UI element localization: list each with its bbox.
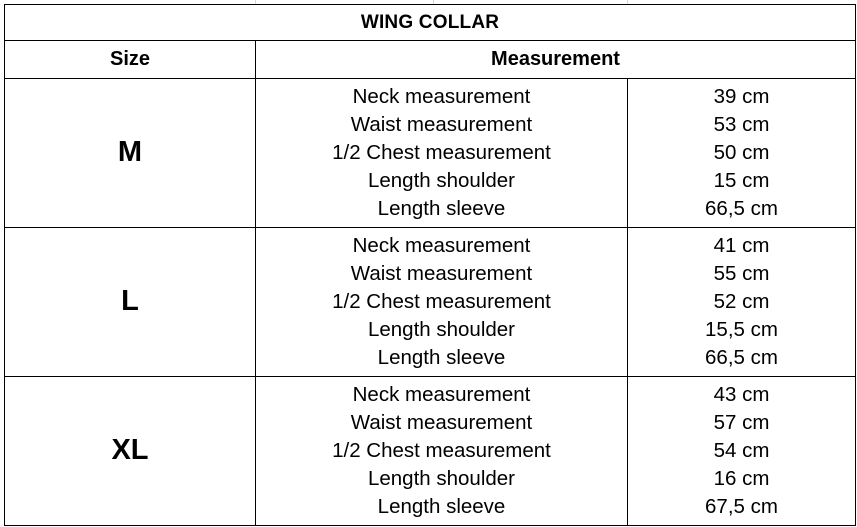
measurement-labels-cell xyxy=(256,227,628,376)
measurement-value: 15 cm xyxy=(713,168,770,192)
measurement-value: 15,5 cm xyxy=(705,317,778,341)
measurement-label: Neck measurement xyxy=(352,84,531,108)
header-row xyxy=(5,41,856,79)
measurement-label: 1/2 Chest measurement xyxy=(332,140,551,164)
measurement-value: 53 cm xyxy=(713,112,770,136)
measurement-label: Neck measurement xyxy=(352,382,531,406)
size-chart-table xyxy=(4,4,856,526)
measurement-value: 67,5 cm xyxy=(705,494,778,518)
measurement-label: Length sleeve xyxy=(377,494,506,518)
measurement-value: 66,5 cm xyxy=(705,345,778,369)
measurement-labels-cell xyxy=(256,376,628,525)
title-row xyxy=(5,5,856,41)
measurement-value: 50 cm xyxy=(713,140,770,164)
measurement-label: Length shoulder xyxy=(367,168,516,192)
measurement-label: Length shoulder xyxy=(367,466,516,490)
table-title: WING COLLAR xyxy=(5,5,856,41)
measurement-label: 1/2 Chest measurement xyxy=(332,289,551,313)
size-label: XL xyxy=(5,376,256,525)
measurement-value: 55 cm xyxy=(713,261,770,285)
measurement-value: 66,5 cm xyxy=(705,196,778,220)
measurement-value: 16 cm xyxy=(713,466,770,490)
size-row-xl xyxy=(5,376,856,525)
measurement-value: 57 cm xyxy=(713,410,770,434)
measurement-label: Length sleeve xyxy=(377,345,506,369)
measurement-label: 1/2 Chest measurement xyxy=(332,438,551,462)
measurement-value: 39 cm xyxy=(713,84,770,108)
measurement-value: 41 cm xyxy=(713,233,770,257)
measurement-values-cell xyxy=(628,78,856,227)
measurement-column-header: Measurement xyxy=(256,41,856,79)
measurement-label: Waist measurement xyxy=(350,112,533,136)
size-label: L xyxy=(5,227,256,376)
measurement-value: 52 cm xyxy=(713,289,770,313)
size-row-l xyxy=(5,227,856,376)
measurement-label: Length shoulder xyxy=(367,317,516,341)
measurement-label: Length sleeve xyxy=(377,196,506,220)
size-label: M xyxy=(5,78,256,227)
measurement-label: Waist measurement xyxy=(350,261,533,285)
measurement-labels-cell xyxy=(256,78,628,227)
measurement-values-cell xyxy=(628,376,856,525)
size-row-m xyxy=(5,78,856,227)
measurement-label: Neck measurement xyxy=(352,233,531,257)
measurement-value: 43 cm xyxy=(713,382,770,406)
size-column-header: Size xyxy=(5,41,256,79)
measurement-values-cell xyxy=(628,227,856,376)
measurement-label: Waist measurement xyxy=(350,410,533,434)
measurement-value: 54 cm xyxy=(713,438,770,462)
